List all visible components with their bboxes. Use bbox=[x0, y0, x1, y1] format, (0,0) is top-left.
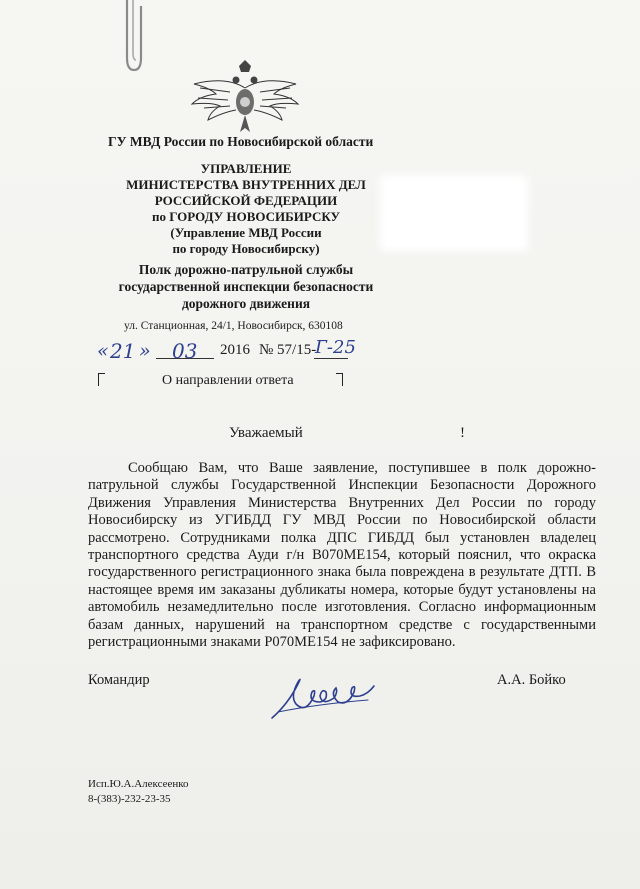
letter-body bbox=[88, 460, 596, 651]
ministry-line: ГУ МВД России по Новосибирской области bbox=[108, 134, 374, 149]
dept-line: УПРАВЛЕНИЕ bbox=[200, 161, 292, 176]
executor-phone: 8-(383)-232-23-35 bbox=[88, 793, 171, 805]
regiment-line: государственной инспекции безопасности bbox=[118, 279, 374, 294]
dept-line: по городу Новосибирску) bbox=[172, 241, 320, 256]
date-month: 03 bbox=[172, 339, 198, 363]
dept-line: МИНИСТЕРСТВА ВНУТРЕННИХ ДЕЛ bbox=[126, 177, 366, 192]
signatory-title: Командир bbox=[88, 672, 150, 688]
number-underline bbox=[314, 358, 348, 359]
signatory-name: А.А. Бойко bbox=[497, 672, 566, 688]
paper-clip-icon bbox=[118, 0, 148, 74]
regiment-line: дорожного движения bbox=[181, 296, 311, 311]
date-quote-close: » bbox=[139, 340, 151, 362]
subject-line: О направлении ответа bbox=[162, 373, 294, 388]
body-paragraph: Сообщаю Вам, что Ваше заявление, поступившее в полк дорожно-патрульной службы Государственной Инспекции Безопасности Дорожного Движения Управления Министерства Внутренних Дел России по городу Новосибирску из УГИБДД ГУ МВД России по Новосибирской области рассмотрено. Сотрудниками полка ДПС ГИБДД был установлен владелец транспортного средства Ауди г/н В070МЕ154, который пояснил, что окраска государственного регистрационного знака была повреждена в результате ДТП. В настоящее время им заказаны дубликаты номера, которые будут установлены на автомобиль незамедлительно после изготовления. Согласно информационным базам данных, нарушений на транспортном средстве с государственными регистрационными знаками Р070МЕ154 не зафиксировано. bbox=[88, 460, 596, 651]
date-day: 21 bbox=[110, 339, 136, 363]
date-quote-open: « bbox=[97, 340, 109, 362]
subject-bracket-right bbox=[336, 373, 343, 386]
dept-block bbox=[126, 161, 366, 257]
date-year: 2016 bbox=[220, 342, 250, 358]
greeting-exclamation: ! bbox=[460, 425, 465, 441]
eagle-emblem-icon bbox=[186, 58, 304, 136]
dept-line: по ГОРОДУ НОВОСИБИРСКУ bbox=[151, 209, 341, 224]
dept-line: (Управление МВД России bbox=[170, 225, 322, 240]
document-number: № 57/15- bbox=[259, 342, 317, 358]
document-number-handwritten: Г-25 bbox=[315, 337, 356, 358]
executor-name: Исп.Ю.А.Алексеенко bbox=[88, 778, 189, 790]
greeting-word: Уважаемый bbox=[229, 425, 303, 441]
regiment-line: Полк дорожно-патрульной службы bbox=[138, 262, 354, 277]
regiment-block bbox=[96, 261, 396, 312]
redacted-recipient-block bbox=[386, 181, 522, 245]
handwritten-signature-icon bbox=[268, 674, 380, 724]
dept-line: РОССИЙСКОЙ ФЕДЕРАЦИИ bbox=[154, 193, 338, 208]
address-line: ул. Станционная, 24/1, Новосибирск, 630108 bbox=[124, 320, 343, 332]
subject-bracket-left bbox=[98, 373, 105, 386]
